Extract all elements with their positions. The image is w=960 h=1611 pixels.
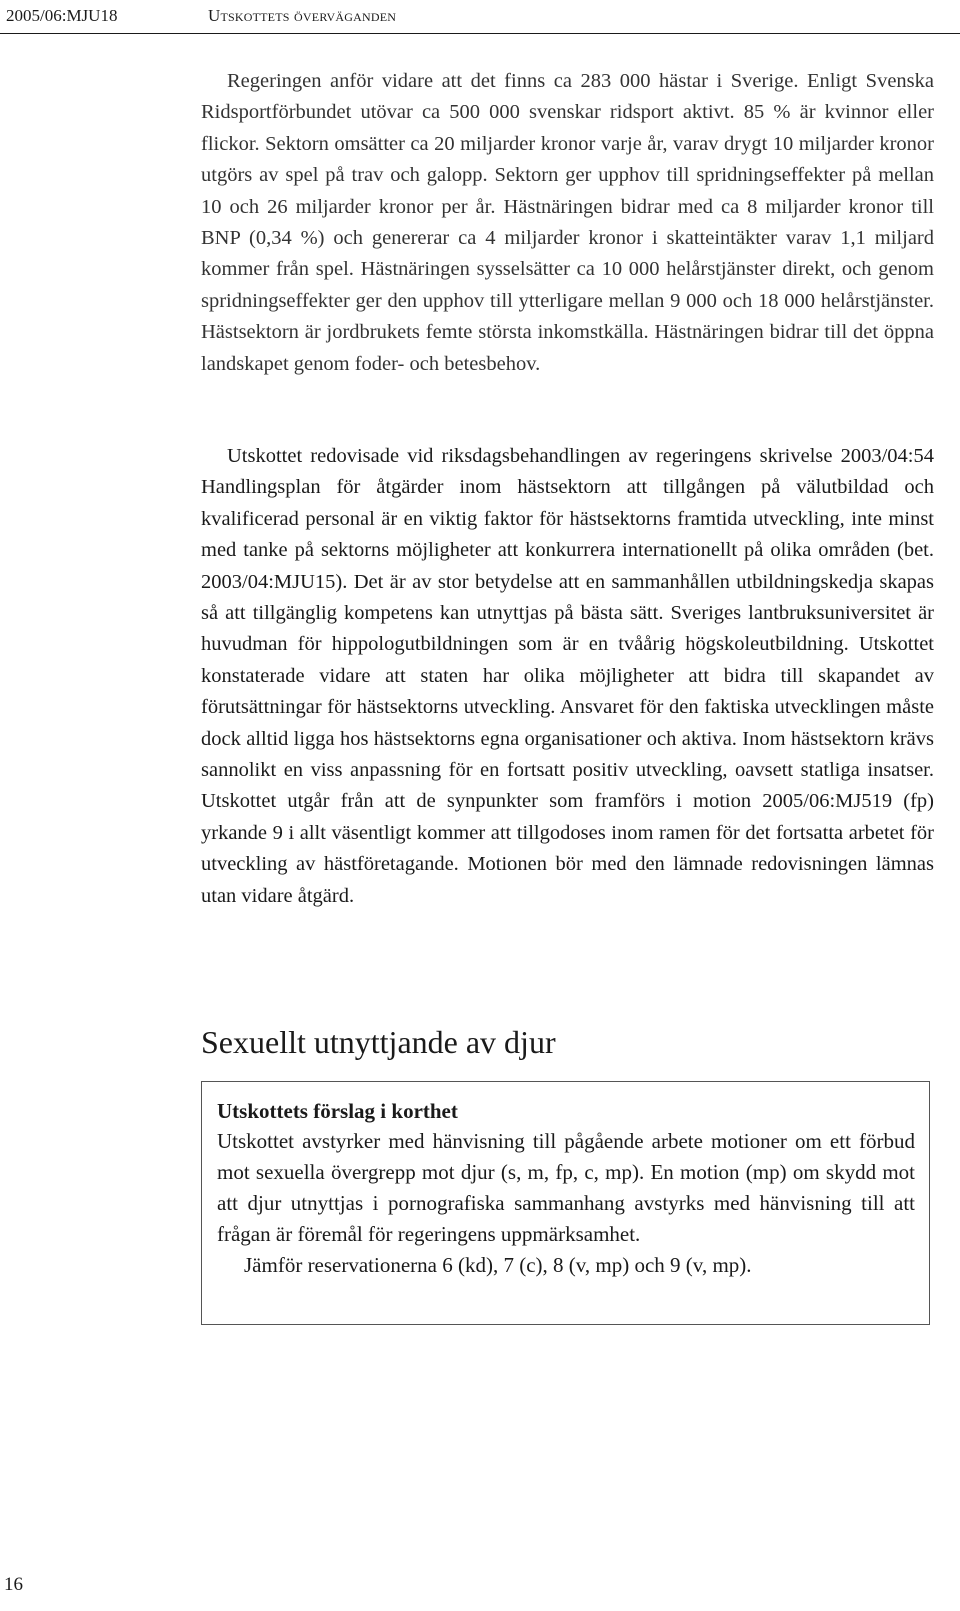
header-divider bbox=[0, 33, 960, 34]
page-header bbox=[0, 0, 960, 34]
paragraph-committee-assessment: Utskottet redovisade vid riksdagsbehandlingen av regeringens skrivelse 2003/04:54 Handlingsplan för åtgärder inom hästsektorn att tillgången på välutbildad och kvalificerad personal är en viktig faktor för hästsektorns framtida utveckling, inte minst med tanke på sektorns möjligheter att konkurrera internationellt på olika områden (bet. 2003/04:MJU15). Det är av stor betydelse att en sammanhållen utbildningskedja skapas så att tillgänglig kompetens kan utnyttjas på bästa sätt. Sveriges lantbruksuniversitet är huvudman för hippologutbildningen som är en tvåårig högskoleutbildning. Utskottet konstaterade vidare att staten har olika möjligheter att bidra till skapandet av förutsättningar för hästsektorns utveckling. Ansvaret för den faktiska utvecklingen måste dock alltid ligga hos hästsektorns egna organisationer och aktiva. Inom hästsektorn krävs sannolikt en viss anpassning för en fortsatt positiv utveckling, oavsett statliga insatser. Utskottet utgår från att de synpunkter som framförs i motion 2005/06:MJ519 (fp) yrkande 9 i allt väsentligt kommer att tillgodoses inom ramen för det fortsatta arbetet för utveckling av hästföretagande. Motionen bör med den lämnade redovisningen lämnas utan vidare åtgärd. bbox=[201, 445, 934, 907]
summary-box-reference: Jämför reservationerna 6 (kd), 7 (c), 8 (v, mp) och 9 (v, mp). bbox=[244, 1253, 752, 1277]
summary-box bbox=[201, 1081, 930, 1325]
running-section-title: Utskottets överväganden bbox=[208, 6, 397, 25]
summary-box-title: Utskottets förslag i korthet bbox=[217, 1099, 458, 1123]
summary-box-text: Utskottet avstyrker med hänvisning till pågående arbete motioner om ett förbud mot sexuella övergrepp mot djur (s, m, fp, c, mp). En motion (mp) om skydd mot att djur utnyttjas i pornografiska sammanhang avstyrks med hänvisning till att frågan är föremål för regeringens uppmärksamhet. bbox=[217, 1129, 915, 1246]
section-heading: Sexuellt utnyttjande av djur bbox=[201, 1024, 556, 1060]
document-number: 2005/06:MJU18 bbox=[6, 6, 118, 25]
paragraph-horse-sector-facts: Regeringen anför vidare att det finns ca 283 000 hästar i Sverige. Enligt Svenska Ridsportförbundet utövar ca 500 000 svenskar ridsport aktivt. 85 % är kvinnor eller flickor. Sektorn omsätter ca 20 miljarder kronor varje år, varav drygt 10 miljarder kronor utgörs av spel på trav och galopp. Sektorn ger upphov till spridningseffekter på mellan 10 och 26 miljarder kronor per år. Hästnäringen bidrar med ca 8 miljarder kronor till BNP (0,34 %) och genererar ca 4 miljarder kronor i skatteintäkter varav 1,1 miljard kommer från spel. Hästnäringen sysselsätter ca 10 000 helårstjänster direkt, och genom spridningseffekter ger den upphov till ytterligare mellan 9 000 och 18 000 helårstjänster. Hästsektorn är jordbrukets femte största inkomstkälla. Hästnäringen bidrar till det öppna landskapet genom foder- och betesbehov. bbox=[201, 70, 934, 375]
page-number: 16 bbox=[4, 1574, 23, 1595]
